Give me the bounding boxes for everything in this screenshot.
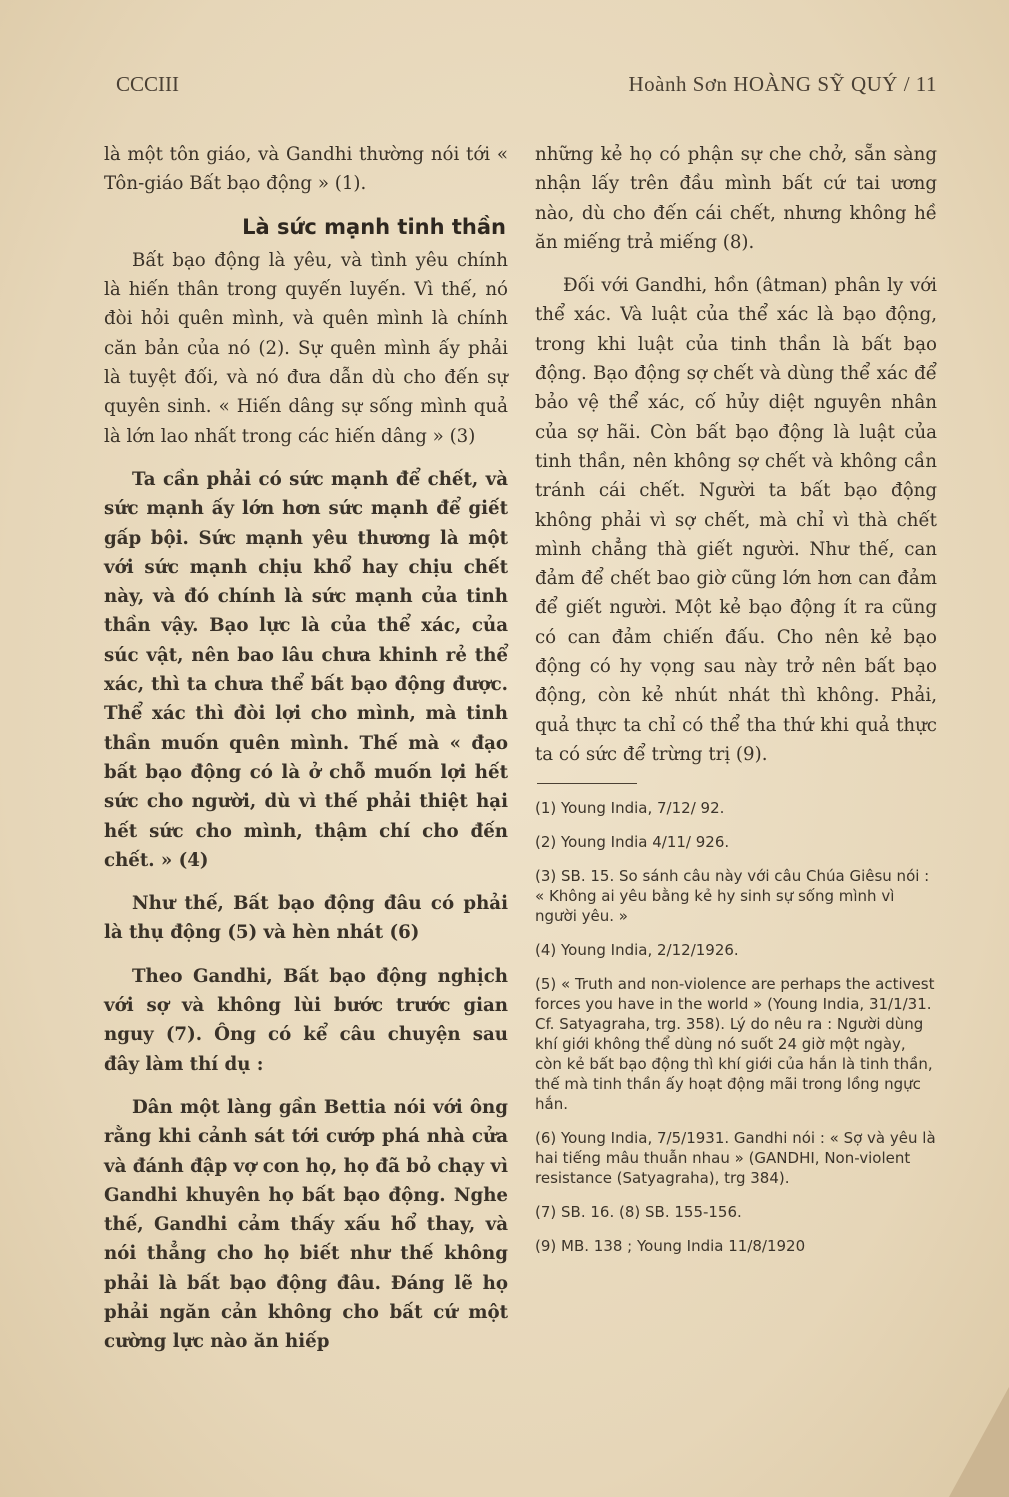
footnote-5: (5) « Truth and non-violence are perhaps the activest forces you have in the world » (Young India, 31/1/31. Cf. Satyagraha, trg. 358). Lý do nêu ra : Người dùng khí giới không thể dùng nó suốt 24 giờ một ngày, còn kẻ bất bạo động thì khí giới của hắn là tinh thần, thế mà tinh thần ấy hoạt động mãi trong lồng ngực hắn.: [535, 975, 935, 1114]
footnote-4: (4) Young India, 2/12/1926.: [535, 941, 739, 960]
paragraph: Như thế, Bất bạo động đâu có phải là thụ động (5) và hèn nhát (6): [104, 893, 508, 944]
footnote-divider: [537, 783, 637, 784]
footnote-7-8: (7) SB. 16. (8) SB. 155-156.: [535, 1203, 742, 1222]
quoted-paragraph: Dân một làng gần Bettia nói với ông rằng khi cảnh sát tới cướp phá nhà cửa và đánh đập vợ con họ, họ đã bỏ chạy vì Gandhi khuyên họ bất bạo động. Nghe thế, Gandhi cảm thấy xấu hổ thay, và nói thẳng cho họ biết như thế không phải là bất bạo động đâu. Đáng lẽ họ phải ngăn cản không cho bất cứ một cường lực nào ăn hiếp: [104, 1096, 508, 1353]
footnote-9: (9) MB. 138 ; Young India 11/8/1920: [535, 1237, 806, 1256]
left-column: [104, 140, 508, 1371]
header-series-number: CCCIII: [116, 72, 179, 96]
paragraph: là một tôn giáo, và Gandhi thường nói tới « Tôn-giáo Bất bạo động » (1).: [104, 144, 508, 195]
torn-corner: [949, 1387, 1009, 1497]
footnote-3: (3) SB. 15. So sánh câu này với câu Chúa Giêsu nói : « Không ai yêu bằng kẻ hy sinh sự sống mình vì người yêu. »: [535, 867, 930, 926]
paragraph: Theo Gandhi, Bất bạo động nghịch với sợ và không lùi bước trước gian nguy (7). Ông có kể câu chuyện sau đây làm thí dụ :: [104, 965, 508, 1075]
section-heading: Là sức mạnh tinh thần: [242, 214, 506, 239]
right-column: [535, 140, 937, 1270]
footnote-2: (2) Young India 4/11/ 926.: [535, 833, 730, 852]
paragraph: những kẻ họ có phận sự che chở, sẵn sàng nhận lấy trên đầu mình bất cứ tai ương nào, dù cho đến cái chết, nhưng không hề ăn miếng trả miếng (8).: [535, 144, 937, 253]
paragraph: Đối với Gandhi, hồn (âtman) phân ly với thể xác. Và luật của thể xác là bạo động, trong khi luật của tinh thần là bất bạo động. Bạo động sợ chết và dùng thể xác để bảo vệ thể xác, cố hủy diệt nguyên nhân của sợ hãi. Còn bất bạo động là luật của tinh thần, nên không sợ chết và không cần tránh cái chết. Người ta bất bạo động không phải vì sợ chết, mà chỉ vì thà chết mình chẳng thà giết người. Như thế, can đảm để chết bao giờ cũng lớn hơn can đảm để giết người. Một kẻ bạo động ít ra cũng có can đảm chiến đấu. Cho nên kẻ bạo động có hy vọng sau này trở nên bất bạo động, còn kẻ nhút nhát thì không. Phải, quả thực ta chỉ có thể tha thứ khi quả thực ta có sức để trừng trị (9).: [535, 275, 937, 765]
footnote-6: (6) Young India, 7/5/1931. Gandhi nói : « Sợ và yêu là hai tiếng mâu thuẫn nhau » (GANDHI, Non-violent resistance (Satyagraha), trg 384).: [535, 1129, 936, 1188]
paragraph: Bất bạo động là yêu, và tình yêu chính là hiến thân trong quyến luyến. Vì thế, nó đòi hỏi quên mình, và quên mình là chính căn bản của nó (2). Sự quên mình ấy phải là tuyệt đối, và nó đưa dẫn dù cho đến sự quyên sinh. « Hiến dâng sự sống mình quả là lớn lao nhất trong các hiến dâng » (3): [104, 249, 508, 447]
header-author-and-page: Hoành Sơn HOÀNG SỸ QUÝ / 11: [628, 72, 937, 96]
footnote-1: (1) Young India, 7/12/ 92.: [535, 799, 725, 818]
page-header: [116, 72, 937, 102]
paragraph: Ta cần phải có sức mạnh để chết, và sức mạnh ấy lớn hơn sức mạnh để giết gấp bội. Sức mạnh yêu thương là một với sức mạnh chịu khổ hay chịu chết này, và đó chính là sức mạnh của tinh thần vậy. Bạo lực là của thể xác, của súc vật, nên bao lâu chưa khinh rẻ thể xác, thì ta chưa thể bất bạo động được. Thể xác thì đòi lợi cho mình, mà tinh thần muốn quên mình. Thế mà « đạo bất bạo động có là ở chỗ muốn lợi hết sức cho người, dù vì thế phải thiệt hại hết sức cho mình, thậm chí cho đến chết. » (4): [104, 468, 508, 871]
